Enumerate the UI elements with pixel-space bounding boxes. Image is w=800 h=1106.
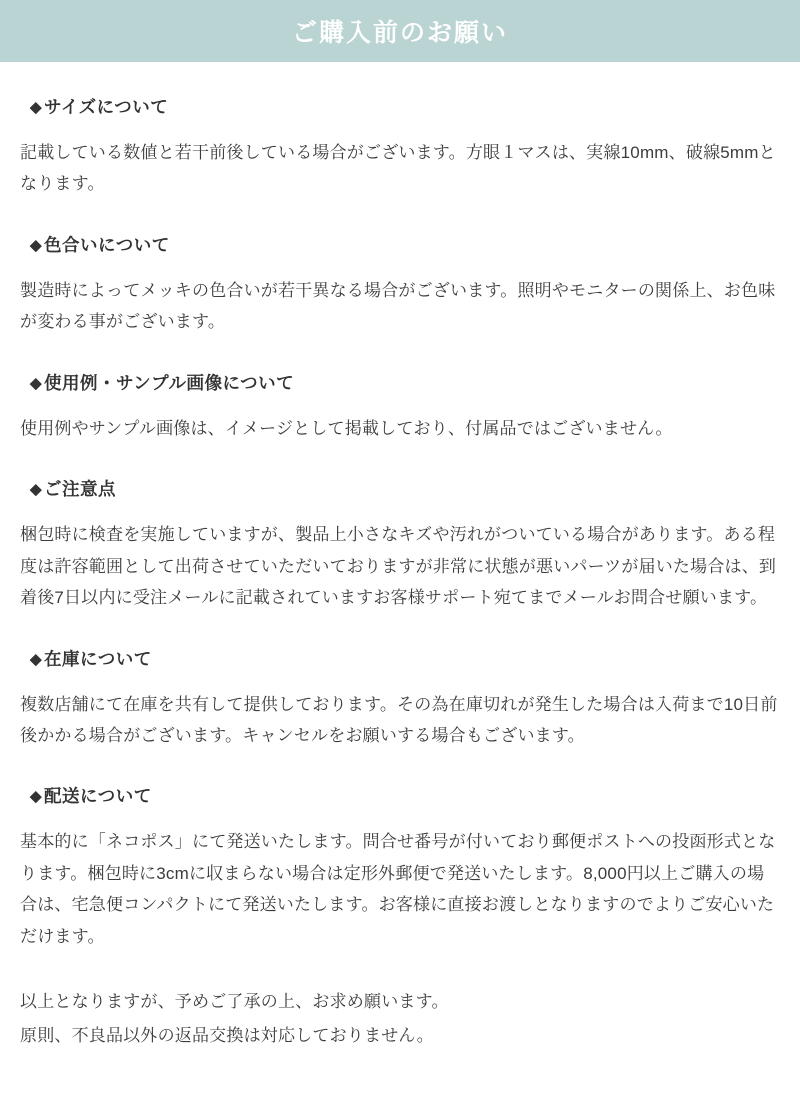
section-color bbox=[20, 232, 780, 338]
section-heading-label: 在庫について bbox=[44, 648, 152, 669]
section-heading-label: 使用例・サンプル画像について bbox=[44, 372, 295, 393]
section-stock bbox=[20, 646, 780, 752]
section-heading bbox=[30, 476, 780, 501]
page-banner bbox=[0, 0, 800, 62]
section-heading bbox=[30, 646, 780, 671]
section-size bbox=[20, 94, 780, 200]
closing-note bbox=[20, 986, 780, 1051]
diamond-icon: ◆ bbox=[30, 788, 43, 806]
section-body: 製造時によってメッキの色合いが若干異なる場合がございます。照明やモニターの関係上、お色味が変わる事がございます。 bbox=[20, 280, 776, 332]
section-cautions bbox=[20, 476, 780, 613]
section-heading-label: 配送について bbox=[44, 786, 152, 807]
closing-line-1: 以上となりますが、予めご了承の上、お求め願います。 bbox=[20, 992, 449, 1012]
section-heading bbox=[30, 232, 780, 257]
section-body: 梱包時に検査を実施していますが、製品上小さなキズや汚れがついている場合があります。ある程度は許容範囲として出荷させていただいておりますが非常に状態が悪いパーツが届いた場合は、到着後7日以内に受注メールに記載されていますお客様サポート宛てまでメールお問合せ願います。 bbox=[20, 525, 777, 608]
section-sample-images bbox=[20, 370, 780, 444]
section-body: 基本的に「ネコポス」にて発送いたします。問合せ番号が付いており郵便ポストへの投函形式となります。梱包時に3cmに収まらない場合は定形外郵便で発送いたします。8,000円以上ご購入の場合は、宅急便コンパクトにて発送いたします。お客様に直接お渡しとなりますのでよりご安心いただけます。 bbox=[20, 832, 776, 946]
closing-line-2: 原則、不良品以外の返品交換は対応しておりません。 bbox=[20, 1025, 434, 1045]
section-shipping bbox=[20, 783, 780, 952]
section-heading bbox=[30, 94, 780, 119]
diamond-icon: ◆ bbox=[30, 374, 43, 392]
diamond-icon: ◆ bbox=[30, 481, 43, 499]
page-title: ご購入前のお願い bbox=[291, 19, 508, 47]
diamond-icon: ◆ bbox=[30, 236, 43, 254]
section-heading bbox=[30, 370, 780, 395]
section-body: 複数店舗にて在庫を共有して提供しております。その為在庫切れが発生した場合は入荷まで10日前後かかる場合がございます。キャンセルをお願いする場合もございます。 bbox=[20, 694, 778, 745]
notice-content bbox=[0, 94, 800, 1051]
section-heading bbox=[30, 783, 780, 808]
section-heading-label: サイズについて bbox=[44, 97, 169, 117]
section-heading-label: 色合いについて bbox=[44, 234, 170, 255]
diamond-icon: ◆ bbox=[30, 99, 43, 116]
diamond-icon: ◆ bbox=[30, 650, 43, 668]
section-body: 記載している数値と若干前後している場合がございます。方眼１マスは、実線10mm、破線5mmとなります。 bbox=[20, 143, 776, 194]
section-heading-label: ご注意点 bbox=[44, 479, 117, 500]
section-body: 使用例やサンプル画像は、イメージとして掲載しており、付属品ではございません。 bbox=[20, 418, 673, 438]
